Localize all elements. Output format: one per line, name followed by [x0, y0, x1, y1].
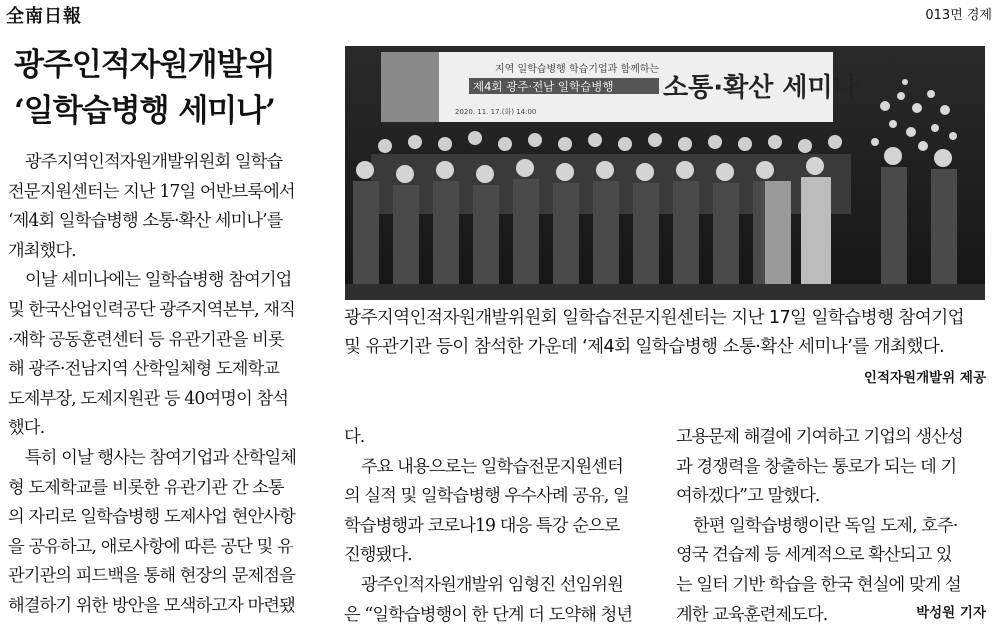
text-line: 을 공유하고, 애로사항에 따른 공단 및 유 [8, 536, 293, 557]
headline-line-2: ‘일학습병행 세미나’ [14, 93, 275, 129]
text-line: 고용문제 해결에 기여하고 기업의 생산성 [676, 427, 963, 447]
newspaper-masthead: 全南日報 [6, 6, 82, 27]
text-line: 학습병행과 코로나19 대응 특강 순으로 [344, 515, 620, 536]
text-line: 개최했다. [8, 240, 76, 261]
text-line: 및 한국산업인력공단 광주지역본부, 재직 [8, 299, 295, 320]
reporter-byline: 박성원 기자 [916, 605, 986, 621]
text-line: 도제부장, 도제지원관 등 40여명이 참석 [8, 388, 289, 409]
text-line: 관기관의 피드백을 통해 현장의 문제점을 [8, 566, 295, 587]
text-line: ·재학 공동훈련센터 등 유관기관을 비롯 [8, 329, 284, 350]
text-line: 과 경쟁력을 창출하는 통로가 되는 데 기 [676, 456, 957, 477]
photo-caption [344, 304, 992, 362]
article-headline [14, 42, 275, 134]
article-photo [345, 46, 985, 300]
text-line: 의 자리로 일학습병행 도제사업 현안사항 [8, 507, 295, 528]
caption-line-2: 및 유관기관 등이 참석한 가운데 ‘제4회 일학습병행 소통·확산 세미나’를 개최했다. [344, 337, 945, 357]
text-line: 해결하기 위한 방안을 모색하고자 마련됐 [8, 595, 295, 616]
text-line: 광주인적자원개발위 임형진 선임위원 [361, 574, 623, 595]
text-line: 다. [344, 427, 365, 447]
article-column-2 [344, 423, 659, 630]
banner-seminar-title: 소통·확산 세미나 [663, 73, 858, 103]
text-line: 전문지원센터는 지난 17일 어반브룩에서 [8, 181, 295, 202]
banner-subtitle: 지역 일학습병행 학습기업과 함께하는 [495, 64, 660, 75]
text-line: 형 도제학교를 비롯한 유관기관 간 소통 [8, 477, 284, 498]
text-line: 는 일터 기반 학습을 한국 현실에 맞게 설 [676, 574, 961, 595]
headline-line-1: 광주인적자원개발위 [14, 47, 275, 83]
banner-date: 2020. 11. 17.(화) 14:00 [455, 108, 537, 116]
article-column-1 [8, 148, 326, 622]
text-line: 여하겠다”고 말했다. [676, 486, 820, 507]
text-line: ‘제4회 일학습병행 소통·확산 세미나’를 [8, 211, 283, 232]
text-line: 주요 내용으로는 일학습전문지원센터 [361, 456, 623, 477]
text-line: 계한 교육훈련제도다. [676, 604, 828, 625]
text-line: 진행됐다. [344, 545, 412, 566]
text-line: 영국 견습제 등 세계적으로 확산되고 있 [676, 545, 952, 566]
banner-title: 제4회 광주·전남 일학습병행 [473, 79, 614, 94]
text-line: 한편 일학습병행이란 독일 도제, 호주· [693, 515, 958, 536]
page-section-label: 013면 경제 [925, 8, 992, 23]
photo-credit: 인적자원개발위 제공 [863, 370, 986, 386]
article-column-3 [676, 423, 992, 630]
text-line: 했다. [8, 418, 45, 439]
text-line: 특히 이날 행사는 참여기업과 산학일체 [25, 447, 297, 468]
text-line: 의 실적 및 일학습병행 우수사례 공유, 일 [344, 486, 629, 507]
text-line: 해 광주·전남지역 산학일체형 도제학교 [8, 359, 280, 380]
text-line: 이날 세미나에는 일학습병행 참여기업 [25, 270, 292, 291]
text-line: 광주지역인적자원개발위원회 일학습 [25, 152, 283, 172]
text-line: 은 “일학습병행이 한 단계 더 도약해 청년 [344, 604, 633, 625]
caption-line-1: 광주지역인적자원개발위원회 일학습전문지원센터는 지난 17일 일학습병행 참여기업 [344, 308, 964, 328]
